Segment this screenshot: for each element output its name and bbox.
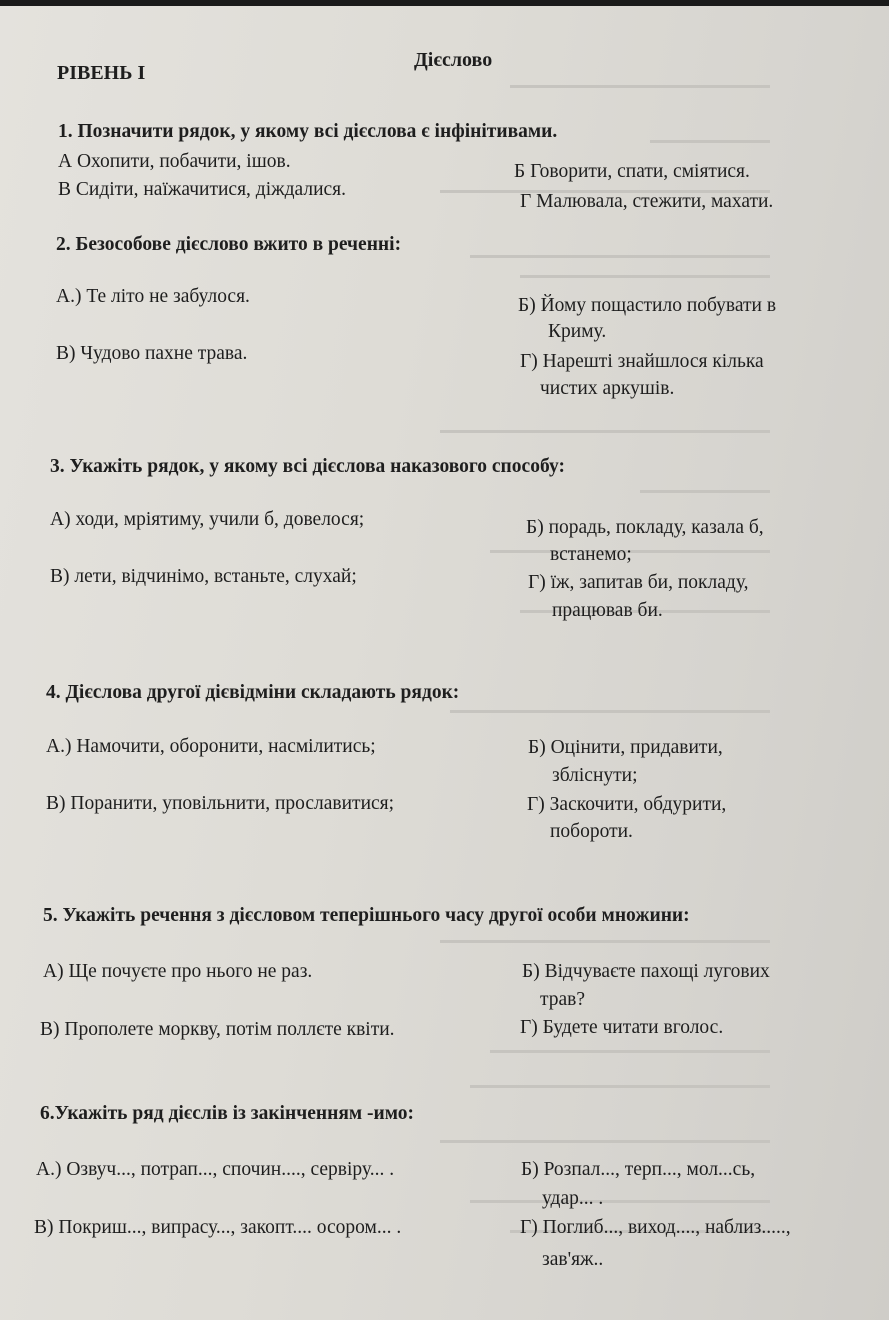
question-4-prompt: 4. Дієслова другої дієвідміни складають рядок: — [46, 682, 460, 703]
bleed-through-lines — [430, 50, 770, 1300]
question-4-option-b-line2: збліснути; — [552, 765, 638, 786]
question-5-prompt: 5. Укажіть речення з дієсловом теперішнього часу другої особи множини: — [43, 905, 690, 926]
question-6-option-g-line2: зав'яж.. — [542, 1249, 604, 1270]
question-2-prompt: 2. Безособове дієслово вжито в реченні: — [56, 234, 402, 255]
question-3-option-v: В) лети, відчинімо, встаньте, слухай; — [50, 566, 357, 587]
question-2-option-a: А.) Те літо не забулося. — [56, 286, 250, 307]
question-6-option-v: В) Покриш..., випрасу..., закопт.... осором... . — [34, 1217, 402, 1238]
level-label: РІВЕНЬ І — [57, 62, 146, 84]
question-4-option-v: В) Поранити, уповільнити, прославитися; — [46, 793, 395, 814]
question-6-option-g-line1: Г) Поглиб..., виход...., наблиз....., — [520, 1217, 791, 1238]
question-3-option-a: А) ходи, мріятиму, учили б, довелося; — [50, 509, 365, 530]
question-5-option-g: Г) Будете читати вголос. — [520, 1017, 724, 1038]
question-4-option-g-line2: побороти. — [550, 821, 633, 842]
question-2-option-b-line1: Б) Йому пощастило побувати в — [518, 295, 777, 316]
question-6-prompt: 6.Укажіть ряд дієслів із закінченням -имо: — [40, 1103, 415, 1124]
question-1-prompt: 1. Позначити рядок, у якому всі дієслова є інфінітивами. — [58, 121, 558, 142]
question-2-option-g-line1: Г) Нарешті знайшлося кілька — [520, 351, 764, 372]
question-2-option-b-line2: Криму. — [548, 321, 607, 342]
question-4-option-a: А.) Намочити, оборонити, насмілитись; — [46, 736, 376, 757]
page-title: Дієслово — [414, 49, 493, 71]
question-3-prompt: 3. Укажіть рядок, у якому всі дієслова наказового способу: — [50, 456, 565, 477]
question-1-option-v: В Сидіти, наїжачитися, діждалися. — [58, 179, 347, 200]
question-2-option-g-line2: чистих аркушів. — [540, 378, 675, 399]
question-3-option-g-line2: працював би. — [552, 600, 663, 621]
question-5-option-v: В) Прополете моркву, потім поллєте квіти. — [40, 1019, 395, 1040]
question-4-option-g-line1: Г) Заскочити, обдурити, — [527, 794, 727, 815]
question-3-option-g-line1: Г) їж, запитав би, покладу, — [528, 572, 749, 593]
question-6-option-b-line2: удар... . — [542, 1188, 604, 1209]
question-1-option-a: А Охопити, побачити, ішов. — [58, 151, 291, 172]
question-3-option-b-line1: Б) порадь, покладу, казала б, — [526, 517, 764, 538]
question-5-option-b-line2: трав? — [540, 989, 586, 1010]
top-border — [0, 0, 889, 6]
question-4-option-b-line1: Б) Оцінити, придавити, — [528, 737, 723, 758]
question-2-option-v: В) Чудово пахне трава. — [56, 343, 248, 364]
question-6-option-b-line1: Б) Розпал..., терп..., мол...сь, — [521, 1159, 756, 1180]
question-3-option-b-line2: встанемо; — [550, 544, 632, 565]
question-1-option-g: Г Малювала, стежити, махати. — [520, 191, 774, 212]
question-1-option-b: Б Говорити, спати, сміятися. — [514, 161, 750, 182]
question-5-option-b-line1: Б) Відчуваєте пахощі лугових — [522, 961, 770, 982]
question-6-option-a: А.) Озвуч..., потрап..., спочин...., сервіру... . — [36, 1159, 395, 1180]
question-5-option-a: А) Ще почуєте про нього не раз. — [43, 961, 313, 982]
